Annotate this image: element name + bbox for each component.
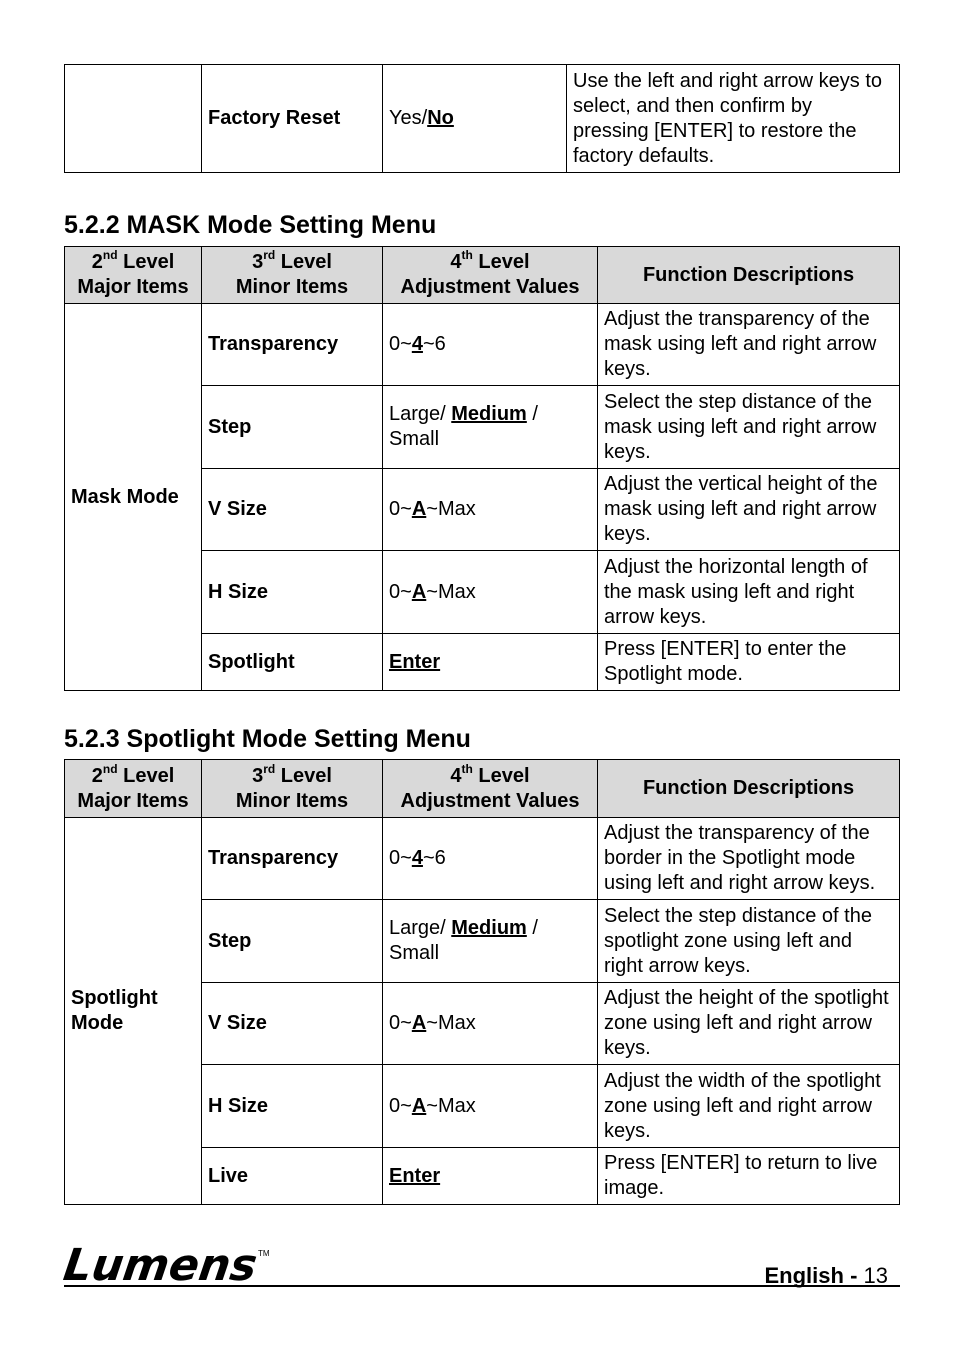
minor-item-cell: Step bbox=[202, 900, 383, 983]
factory-reset-table bbox=[64, 64, 900, 173]
header-major: 2nd Level Major Items bbox=[65, 760, 202, 818]
minor-item-cell: V Size bbox=[202, 469, 383, 551]
default-value: No bbox=[427, 107, 454, 129]
lumens-logo bbox=[60, 1240, 261, 1291]
header-minor: 3rd Level Minor Items bbox=[202, 247, 383, 304]
minor-item-cell: Step bbox=[202, 386, 383, 469]
description-cell: Select the step distance of the mask using left and right arrow keys. bbox=[598, 386, 900, 469]
default-value: Enter bbox=[389, 650, 441, 673]
adjustment-value-cell: 0~A~Max bbox=[383, 551, 598, 634]
major-item-cell: Spotlight Mode bbox=[65, 818, 202, 1205]
minor-item-cell: Factory Reset bbox=[202, 65, 383, 173]
adjustment-value-cell: Large/ Medium / Small bbox=[383, 900, 598, 983]
description-cell: Press [ENTER] to return to live image. bbox=[598, 1148, 900, 1205]
default-value: A bbox=[411, 1012, 427, 1034]
description-cell: Adjust the height of the spotlight zone using left and right arrow keys. bbox=[598, 983, 900, 1065]
minor-item-cell: H Size bbox=[202, 551, 383, 634]
default-value: 4 bbox=[411, 847, 423, 869]
default-value: Medium bbox=[451, 403, 527, 425]
default-value: A bbox=[411, 498, 427, 520]
adjustment-value-cell bbox=[383, 634, 598, 691]
spotlight-table bbox=[64, 759, 900, 1205]
minor-item-cell: H Size bbox=[202, 1065, 383, 1148]
description-cell: Adjust the transparency of the mask using left and right arrow keys. bbox=[598, 304, 900, 386]
minor-item-cell: Transparency bbox=[202, 818, 383, 900]
table-header-row bbox=[65, 760, 900, 818]
description-cell: Use the left and right arrow keys to select, and then confirm by pressing [ENTER] to restore the factory defaults. bbox=[567, 65, 900, 173]
adjustment-value-cell: 0~A~Max bbox=[383, 983, 598, 1065]
header-function: Function Descriptions bbox=[598, 760, 900, 818]
header-major: 2nd Level Major Items bbox=[65, 247, 202, 304]
description-cell: Adjust the width of the spotlight zone using left and right arrow keys. bbox=[598, 1065, 900, 1148]
page-footer bbox=[765, 1263, 889, 1289]
minor-item-cell: Live bbox=[202, 1148, 383, 1205]
description-cell: Select the step distance of the spotlight zone using left and right arrow keys. bbox=[598, 900, 900, 983]
table-row bbox=[65, 818, 900, 900]
description-cell: Adjust the vertical height of the mask using left and right arrow keys. bbox=[598, 469, 900, 551]
footer-separator: - bbox=[843, 1263, 864, 1288]
header-function: Function Descriptions bbox=[598, 247, 900, 304]
table-row bbox=[65, 304, 900, 386]
section-title-mask: 5.2.2 MASK Mode Setting Menu bbox=[64, 211, 437, 239]
default-value: A bbox=[411, 1094, 427, 1117]
page-number: 13 bbox=[863, 1263, 888, 1288]
adjustment-value-cell: 0~4~6 bbox=[383, 304, 598, 386]
header-adjustment: 4th Level Adjustment Values bbox=[383, 760, 598, 818]
default-value: A bbox=[411, 580, 427, 603]
description-cell: Adjust the transparency of the border in the Spotlight mode using left and right arrow keys. bbox=[598, 818, 900, 900]
adjustment-value-cell: 0~A~Max bbox=[383, 469, 598, 551]
footer-language: English bbox=[764, 1263, 844, 1288]
minor-item-cell: V Size bbox=[202, 983, 383, 1065]
logo-text: Lumens bbox=[60, 1240, 261, 1291]
default-value: Enter bbox=[389, 1164, 441, 1187]
trademark-mark: TM bbox=[258, 1249, 270, 1258]
minor-item-cell: Spotlight bbox=[202, 634, 383, 691]
adjustment-value-cell: 0~A~Max bbox=[383, 1065, 598, 1148]
adjustment-value-cell bbox=[383, 65, 567, 173]
adjustment-value-cell: 0~4~6 bbox=[383, 818, 598, 900]
adjustment-value-cell: Large/ Medium / Small bbox=[383, 386, 598, 469]
minor-item-cell: Transparency bbox=[202, 304, 383, 386]
table-header-row bbox=[65, 247, 900, 304]
header-adjustment: 4th Level Adjustment Values bbox=[383, 247, 598, 304]
value-text: Yes/ bbox=[389, 107, 428, 129]
mask-table bbox=[64, 246, 900, 691]
major-item-cell: Mask Mode bbox=[65, 304, 202, 691]
section-title-spotlight: 5.2.3 Spotlight Mode Setting Menu bbox=[64, 725, 471, 753]
major-item-cell bbox=[65, 65, 202, 173]
header-minor: 3rd Level Minor Items bbox=[202, 760, 383, 818]
description-cell: Adjust the horizontal length of the mask using left and right arrow keys. bbox=[598, 551, 900, 634]
table-row bbox=[65, 65, 900, 173]
default-value: 4 bbox=[411, 333, 423, 355]
default-value: Medium bbox=[451, 917, 527, 939]
description-cell: Press [ENTER] to enter the Spotlight mode. bbox=[598, 634, 900, 691]
adjustment-value-cell bbox=[383, 1148, 598, 1205]
